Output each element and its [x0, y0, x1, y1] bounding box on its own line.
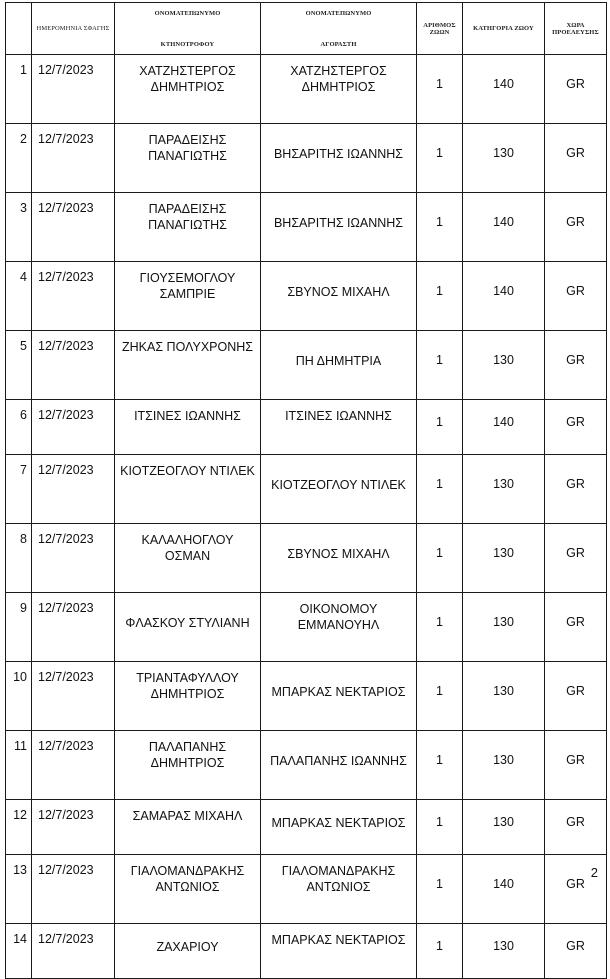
farmer-name: ΠΑΡΑΔΕΙΣΗΣ ΠΑΝΑΓΙΩΤΗΣ — [115, 193, 261, 262]
row-number: 4 — [6, 262, 32, 331]
origin-country: GR — [545, 124, 607, 193]
table-row — [6, 924, 607, 979]
origin-country: GR — [545, 262, 607, 331]
buyer-name: ΒΗΣΑΡΙΤΗΣ ΙΩΑΝΝΗΣ — [261, 193, 417, 262]
slaughter-date: 12/7/2023 — [32, 593, 115, 662]
row-number: 14 — [6, 924, 32, 979]
buyer-name: ΠΗ ΔΗΜΗΤΡΙΑ — [261, 331, 417, 400]
animal-count: 1 — [417, 193, 463, 262]
buyer-name: ΚΙΟΤΖΕΟΓΛΟΥ ΝΤΙΛΕΚ — [261, 455, 417, 524]
slaughter-date: 12/7/2023 — [32, 55, 115, 124]
slaughter-date: 12/7/2023 — [32, 731, 115, 800]
slaughter-date: 12/7/2023 — [32, 124, 115, 193]
animal-count: 1 — [417, 400, 463, 455]
header-buyer-bottom: ΑΓΟΡΑΣΤΗ — [320, 40, 357, 48]
header-count: ΑΡΙΘΜΟΣ ΖΩΩΝ — [417, 3, 463, 55]
slaughter-date: 12/7/2023 — [32, 331, 115, 400]
row-number: 9 — [6, 593, 32, 662]
farmer-name: ΠΑΡΑΔΕΙΣΗΣ ΠΑΝΑΓΙΩΤΗΣ — [115, 124, 261, 193]
farmer-name: ΣΑΜΑΡΑΣ ΜΙΧΑΗΛ — [115, 800, 261, 855]
row-number: 11 — [6, 731, 32, 800]
row-number: 13 — [6, 855, 32, 924]
buyer-name: ΣΒΥΝΟΣ ΜΙΧΑΗΛ — [261, 262, 417, 331]
row-number: 5 — [6, 331, 32, 400]
farmer-name: ΦΛΑΣΚΟΥ ΣΤΥΛΙΑΝΗ — [115, 593, 261, 662]
buyer-name: ΜΠΑΡΚΑΣ ΝΕΚΤΑΡΙΟΣ — [261, 662, 417, 731]
animal-category: 130 — [463, 800, 545, 855]
animal-count: 1 — [417, 800, 463, 855]
farmer-name: ΚΙΟΤΖΕΟΓΛΟΥ ΝΤΙΛΕΚ — [115, 455, 261, 524]
buyer-name: ΠΑΛΑΠΑΝΗΣ ΙΩΑΝΝΗΣ — [261, 731, 417, 800]
farmer-name: ΚΑΛΑΛΗΟΓΛΟΥ ΟΣΜΑΝ — [115, 524, 261, 593]
animal-count: 1 — [417, 124, 463, 193]
table-row — [6, 855, 607, 924]
animal-category: 130 — [463, 662, 545, 731]
slaughter-date: 12/7/2023 — [32, 455, 115, 524]
slaughter-date: 12/7/2023 — [32, 855, 115, 924]
table-row — [6, 731, 607, 800]
page-number: 2 — [590, 865, 598, 880]
farmer-name: ΖΗΚΑΣ ΠΟΛΥΧΡΟΝΗΣ — [115, 331, 261, 400]
animal-category: 140 — [463, 262, 545, 331]
header-country: ΧΩΡΑ ΠΡΟΕΛΕΥΣΗΣ — [545, 3, 607, 55]
table-row — [6, 662, 607, 731]
table-row — [6, 400, 607, 455]
origin-country: GR — [545, 400, 607, 455]
row-number: 8 — [6, 524, 32, 593]
buyer-name: ΙΤΣΙΝΕΣ ΙΩΑΝΝΗΣ — [261, 400, 417, 455]
header-category: ΚΑΤΗΓΟΡΙΑ ΖΩΟΥ — [463, 3, 545, 55]
origin-country: GR — [545, 331, 607, 400]
origin-country: GR — [545, 193, 607, 262]
header-buyer-top: ΟΝΟΜΑΤΕΠΩΝΥΜΟ — [305, 9, 372, 17]
buyer-name: ΜΠΑΡΚΑΣ ΝΕΚΤΑΡΙΟΣ — [261, 924, 417, 979]
animal-count: 1 — [417, 524, 463, 593]
table-row — [6, 331, 607, 400]
farmer-name: ΓΙΑΛΟΜΑΝΔΡΑΚΗΣ ΑΝΤΩΝΙΟΣ — [115, 855, 261, 924]
buyer-name: ΧΑΤΖΗΣΤΕΡΓΟΣ ΔΗΜΗΤΡΙΟΣ — [261, 55, 417, 124]
row-number: 3 — [6, 193, 32, 262]
animal-category: 130 — [463, 731, 545, 800]
farmer-name: ΓΙΟΥΣΕΜΟΓΛΟΥ ΣΑΜΠΡΙΕ — [115, 262, 261, 331]
farmer-name: ΠΑΛΑΠΑΝΗΣ ΔΗΜΗΤΡΙΟΣ — [115, 731, 261, 800]
row-number: 10 — [6, 662, 32, 731]
row-number: 6 — [6, 400, 32, 455]
animal-category: 140 — [463, 855, 545, 924]
table-row — [6, 593, 607, 662]
animal-count: 1 — [417, 662, 463, 731]
origin-country: GR — [545, 593, 607, 662]
origin-country: GR — [545, 924, 607, 979]
farmer-name: ΤΡΙΑΝΤΑΦΥΛΛΟΥ ΔΗΜΗΤΡΙΟΣ — [115, 662, 261, 731]
table-row — [6, 524, 607, 593]
slaughter-date: 12/7/2023 — [32, 662, 115, 731]
animal-category: 130 — [463, 924, 545, 979]
table-row — [6, 193, 607, 262]
origin-country: GR — [545, 524, 607, 593]
animal-count: 1 — [417, 262, 463, 331]
animal-category: 130 — [463, 124, 545, 193]
slaughter-date: 12/7/2023 — [32, 193, 115, 262]
row-number: 1 — [6, 55, 32, 124]
animal-count: 1 — [417, 55, 463, 124]
animal-category: 130 — [463, 455, 545, 524]
animal-category: 140 — [463, 193, 545, 262]
table-row — [6, 55, 607, 124]
table-row — [6, 124, 607, 193]
animal-count: 1 — [417, 455, 463, 524]
origin-country: GR — [545, 455, 607, 524]
header-row — [6, 3, 607, 55]
slaughter-date: 12/7/2023 — [32, 800, 115, 855]
table-row — [6, 800, 607, 855]
animal-category: 140 — [463, 400, 545, 455]
header-index — [6, 3, 32, 55]
buyer-name: ΣΒΥΝΟΣ ΜΙΧΑΗΛ — [261, 524, 417, 593]
farmer-name: ΙΤΣΙΝΕΣ ΙΩΑΝΝΗΣ — [115, 400, 261, 455]
header-farmer — [115, 3, 261, 55]
header-farmer-top: ΟΝΟΜΑΤΕΠΩΝΥΜΟ — [154, 9, 221, 17]
buyer-name: ΜΠΑΡΚΑΣ ΝΕΚΤΑΡΙΟΣ — [261, 800, 417, 855]
header-date: ΗΜΕΡΟΜΗΝΙΑ ΣΦΑΓΗΣ — [32, 3, 115, 55]
animal-category: 130 — [463, 331, 545, 400]
slaughter-date: 12/7/2023 — [32, 400, 115, 455]
buyer-name: ΓΙΑΛΟΜΑΝΔΡΑΚΗΣ ΑΝΤΩΝΙΟΣ — [261, 855, 417, 924]
animal-category: 130 — [463, 593, 545, 662]
farmer-name: ΖΑΧΑΡΙΟΥ — [115, 924, 261, 979]
row-number: 12 — [6, 800, 32, 855]
table-row — [6, 455, 607, 524]
animal-count: 1 — [417, 331, 463, 400]
header-farmer-bottom: ΚΤΗΝΟΤΡΟΦΟΥ — [160, 40, 215, 48]
animal-count: 1 — [417, 593, 463, 662]
origin-country: GR — [545, 855, 607, 924]
origin-country: GR — [545, 800, 607, 855]
table-row — [6, 262, 607, 331]
animal-count: 1 — [417, 855, 463, 924]
animal-category: 140 — [463, 55, 545, 124]
buyer-name: ΒΗΣΑΡΙΤΗΣ ΙΩΑΝΝΗΣ — [261, 124, 417, 193]
livestock-table — [5, 2, 607, 979]
animal-category: 130 — [463, 524, 545, 593]
header-buyer — [261, 3, 417, 55]
row-number: 7 — [6, 455, 32, 524]
slaughter-date: 12/7/2023 — [32, 262, 115, 331]
buyer-name: ΟΙΚΟΝΟΜΟΥ ΕΜΜΑΝΟΥΗΛ — [261, 593, 417, 662]
animal-count: 1 — [417, 924, 463, 979]
slaughter-date: 12/7/2023 — [32, 924, 115, 979]
row-number: 2 — [6, 124, 32, 193]
origin-country: GR — [545, 731, 607, 800]
farmer-name: ΧΑΤΖΗΣΤΕΡΓΟΣ ΔΗΜΗΤΡΙΟΣ — [115, 55, 261, 124]
origin-country: GR — [545, 55, 607, 124]
animal-count: 1 — [417, 731, 463, 800]
slaughter-date: 12/7/2023 — [32, 524, 115, 593]
origin-country: GR — [545, 662, 607, 731]
